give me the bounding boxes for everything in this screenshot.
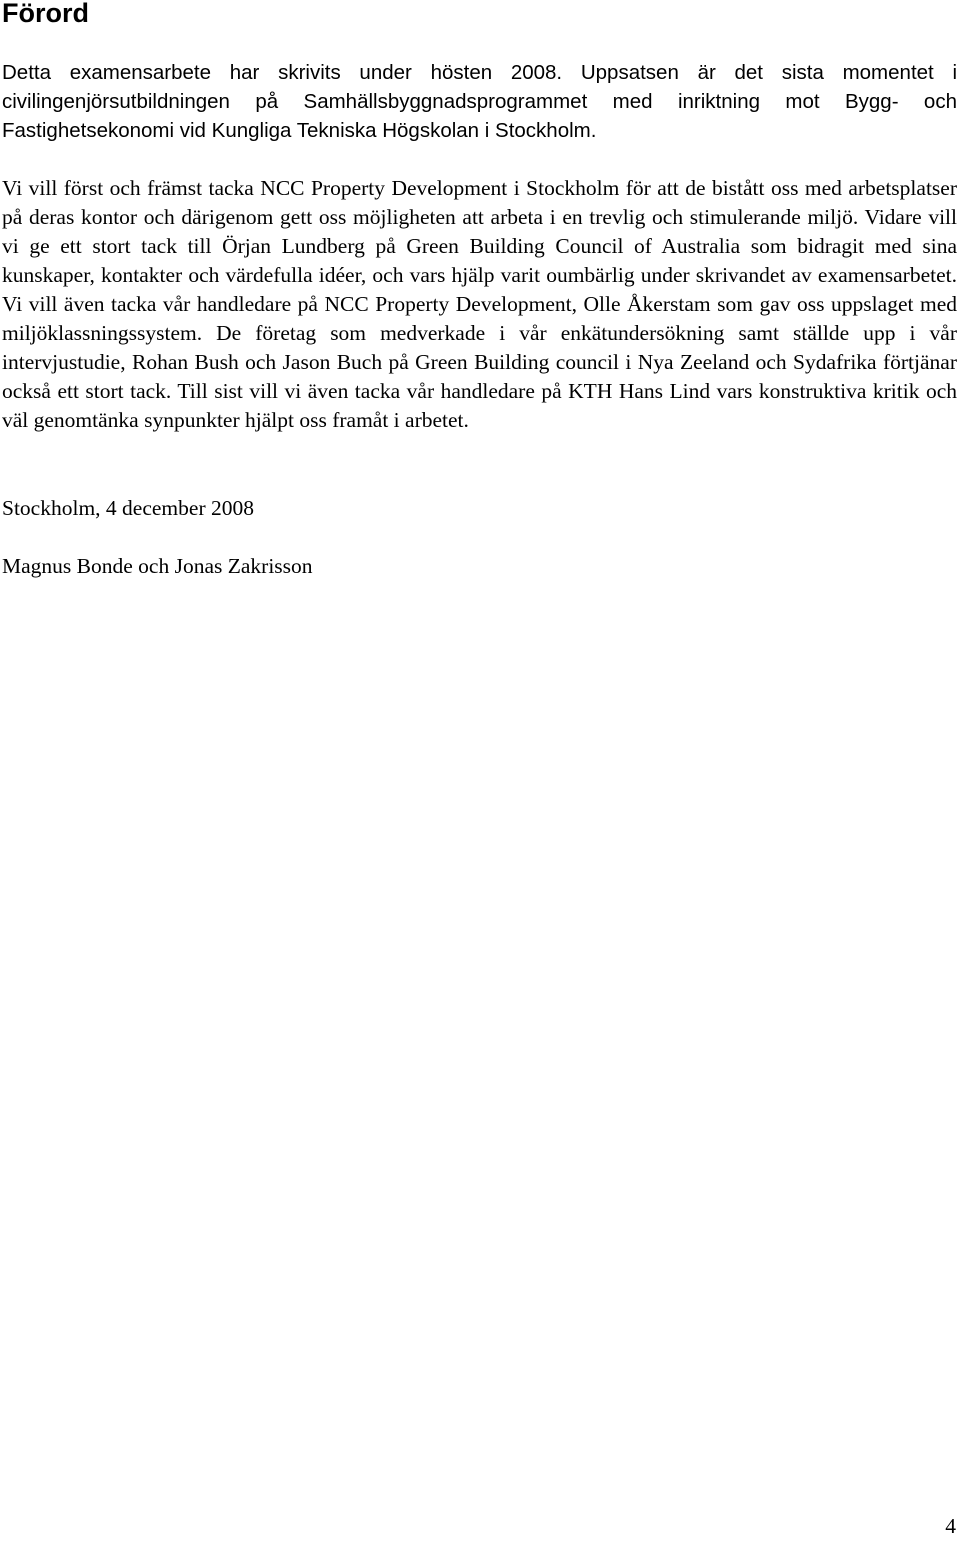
place-and-date: Stockholm, 4 december 2008	[2, 496, 254, 520]
page-number: 4	[945, 1514, 956, 1538]
page-title: Förord	[2, 0, 89, 28]
authors: Magnus Bonde och Jonas Zakrisson	[2, 554, 313, 578]
acknowledgements-paragraph: Vi vill först och främst tacka NCC Property Development i Stockholm för att de bistått oss med arbetsplatser på deras kontor och därigenom gett oss möjligheten att arbeta i en trevlig och stimulerande miljö. Vidare vill vi ge ett stort tack till Örjan Lundberg på Green Building Council of Australia som bidragit med sina kunskaper, kontakter och värdefulla idéer, och vars hjälp varit oumbärlig under skrivandet av examensarbetet. Vi vill även tacka vår handledare på NCC Property Development, Olle Åkerstam som gav oss uppslaget med miljöklassningssystem. De företag som medverkade i vår enkätundersökning samt ställde upp i vår intervjustudie, Rohan Bush och Jason Buch på Green Building council i Nya Zeeland och Sydafrika förtjänar också ett stort tack. Till sist vill vi även tacka vår handledare på KTH Hans Lind vars konstruktiva kritik och väl genomtänka synpunkter hjälpt oss framåt i arbetet.	[2, 176, 957, 432]
intro-paragraph: Detta examensarbete har skrivits under hösten 2008. Uppsatsen är det sista momentet i civilingenjörsutbildningen på Samhällsbyggnadsprogrammet med inriktning mot Bygg- och Fastighetsekonomi vid Kungliga Tekniska Högskolan i Stockholm.	[2, 61, 957, 142]
